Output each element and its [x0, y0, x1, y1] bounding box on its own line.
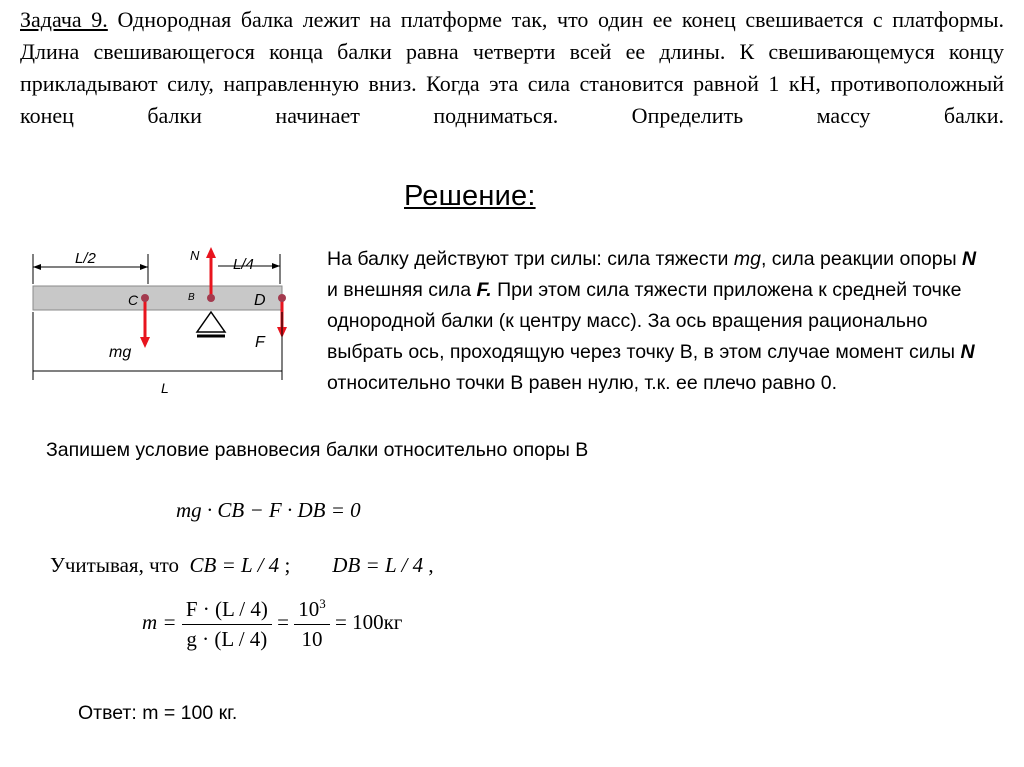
dim-arrowhead-mid [140, 264, 148, 270]
dim-arrowhead-left [33, 264, 41, 270]
given-cb: CB = L / 4 [189, 553, 280, 577]
explanation-part: На балку действуют три силы: сила тяжести [327, 248, 734, 270]
explanation-n: N [962, 248, 977, 270]
explanation-part: относительно точки B равен нулю, т.к. ее плечо равно 0. [327, 372, 837, 394]
label-force-f: F [255, 334, 265, 351]
explanation-part: , сила реакции опоры [760, 248, 963, 270]
label-half-length: L/2 [75, 250, 96, 267]
label-gravity: mg [109, 344, 132, 361]
result-lhs: m = [142, 609, 177, 634]
result-equals: = [277, 609, 289, 634]
numerator-exponent: 3 [319, 596, 326, 611]
given-separator: ; [284, 553, 291, 577]
given-label: Учитывая, что [50, 553, 180, 577]
normal-force-arrowhead [206, 247, 216, 258]
explanation-n-moment: N [960, 341, 975, 363]
point-c [141, 294, 149, 302]
support-triangle [197, 312, 225, 332]
beam [33, 286, 282, 310]
explanation-part: При этом сила тяжести приложена к средней точке однородной балки (к центру масс). За ось вращения рационально выбрать ось, проходящую через точку B, в этом случае момент силы [327, 279, 962, 363]
fraction-forces-denominator: g · (L / 4) [186, 626, 268, 651]
fraction-forces-numerator: F · (L / 4) [182, 597, 272, 625]
gravity-arrowhead [140, 337, 150, 348]
label-point-c: C [128, 292, 139, 308]
problem-text: Однородная балка лежит на платформе так, что один ее конец свешивается с платформы. Длина свешивающегося конца балки равна четверти всей ее длины. К свешивающемуся концу прикладывают силу, направленную вниз. Когда эта сила становится равной 1 кН, противоположный конец балки начинает подниматься. Определить массу балки. [20, 7, 1004, 128]
explanation-mg: mg [733, 248, 761, 270]
problem-label: Задача 9. [20, 7, 108, 32]
equilibrium-text: Запишем условие равновесия балки относительно опоры B [46, 439, 589, 461]
explanation-part: и внешняя сила [327, 279, 477, 301]
point-d [278, 294, 286, 302]
equilibrium-equation: mg · CB − F · DB = 0 [176, 498, 361, 522]
dim-arrowhead-right [272, 263, 280, 269]
label-point-d: D [254, 292, 266, 309]
label-length: L [161, 380, 169, 396]
explanation-f: F. [476, 279, 492, 301]
given-db: DB = L / 4 [332, 553, 424, 577]
mass-formula [142, 596, 402, 652]
label-point-b: B [188, 292, 195, 303]
solution-heading: Решение: [404, 180, 536, 212]
point-b [207, 294, 215, 302]
numerator-base: 10 [298, 597, 320, 621]
given-end: , [428, 553, 434, 577]
answer: Ответ: m = 100 кг. [78, 702, 238, 724]
fraction-values-numerator [294, 596, 330, 625]
fraction-values [294, 596, 330, 652]
problem-statement [20, 4, 1004, 132]
label-quarter-length: L/4 [233, 256, 254, 273]
given-conditions [50, 553, 434, 578]
fraction-values-denominator: 10 [301, 627, 323, 651]
solution-explanation [327, 244, 989, 399]
result-tail: = 100кг [334, 609, 403, 634]
fraction-forces [182, 597, 272, 652]
label-normal-force: N [190, 248, 200, 263]
beam-diagram [20, 236, 295, 406]
